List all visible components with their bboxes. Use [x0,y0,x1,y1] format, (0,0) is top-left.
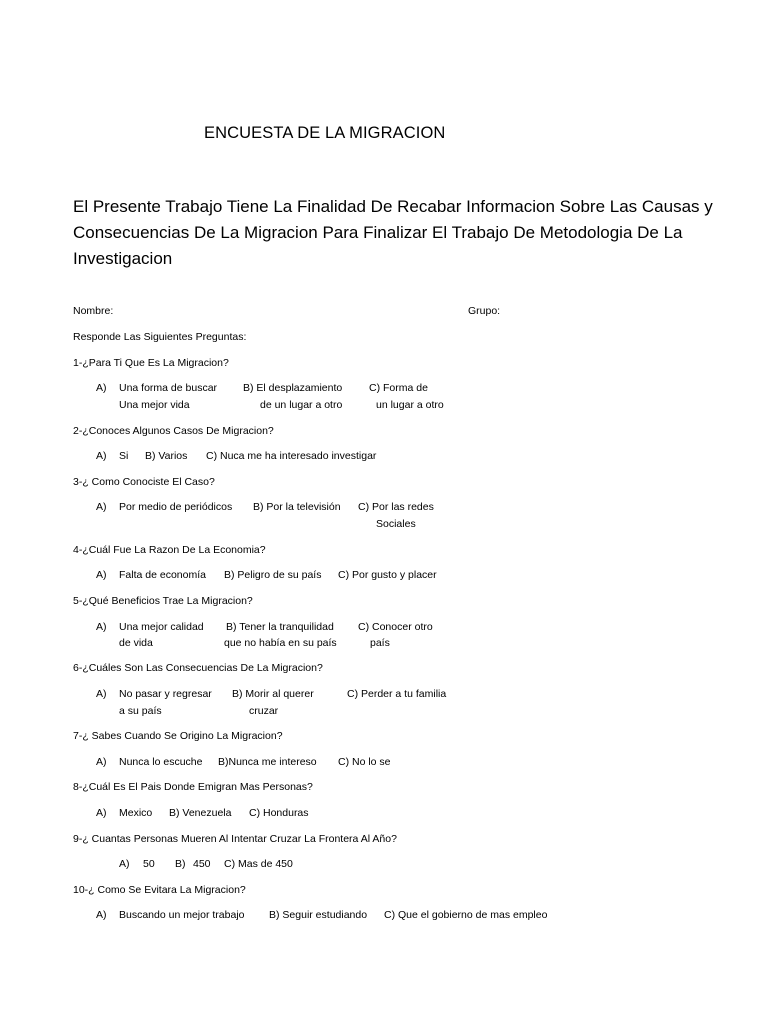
option-a-text: Mexico [119,807,153,819]
option-c-text: C) Por las redes [358,501,434,513]
option-a-text: Falta de economía [119,569,206,581]
option-b-text: B)Nunca me intereso [218,756,317,768]
question-8: 8-¿Cuál Es El Pais Donde Emigran Mas Personas? [73,781,313,793]
question-4: 4-¿Cuál Fue La Razon De La Economia? [73,544,266,556]
option-b-marker: B) [175,858,186,870]
option-b-text: B) Tener la tranquilidad [226,621,334,633]
question-6: 6-¿Cuáles Son Las Consecuencias De La Migracion? [73,662,323,674]
option-b-text: B) Seguir estudiando [269,909,368,921]
question-2: 2-¿Conoces Algunos Casos De Migracion? [73,425,274,437]
option-a-text-line2: Una mejor vida [119,399,190,411]
option-c-text: C) Por gusto y placer [338,569,437,581]
question-5: 5-¿Qué Beneficios Trae La Migracion? [73,595,253,607]
option-b-text: B) Venezuela [169,807,232,819]
option-marker: A) [96,382,107,394]
option-c-text: C) Mas de 450 [224,858,293,870]
option-c-text: C) Honduras [249,807,309,819]
option-b-text: B) Varios [145,450,188,462]
option-marker: A) [96,909,107,921]
option-c-text: C) Conocer otro [358,621,433,633]
option-a-text-line2: de vida [119,637,153,649]
option-b-text: B) Por la televisión [253,501,341,513]
option-b-text: 450 [193,858,211,870]
option-b-text: B) Peligro de su país [224,569,322,581]
instructions: Responde Las Siguientes Preguntas: [73,331,247,343]
option-marker: A) [96,807,107,819]
nombre-label: Nombre: [73,305,114,317]
option-c-text-line2: un lugar a otro [376,399,444,411]
option-marker: A) [96,688,107,700]
option-a-text: Una forma de buscar [119,382,218,394]
option-b-text: B) Morir al querer [232,688,314,700]
question-7: 7-¿ Sabes Cuando Se Origino La Migracion? [73,730,283,742]
option-marker: A) [96,621,107,633]
option-a-text: Una mejor calidad [119,621,204,633]
grupo-label: Grupo: [468,305,501,317]
option-c-text-line2: Sociales [376,518,416,530]
option-c-text: C) Nuca me ha interesado investigar [206,450,377,462]
option-marker: A) [96,501,107,513]
intro-paragraph: El Presente Trabajo Tiene La Finalidad De Recabar Informacion Sobre Las Causas y Consecuencias De La Migracion Para Finalizar El Trabajo De Metodologia De La Investigacion [73,197,713,268]
option-a-text: Nunca lo escuche [119,756,203,768]
option-c-text: C) Forma de [369,382,428,394]
option-c-text-line2: país [370,637,390,649]
option-b-text-line2: de un lugar a otro [260,399,343,411]
option-marker: A) [96,569,107,581]
option-b-text-line2: que no había en su país [224,637,337,649]
option-marker: A) [119,858,130,870]
option-c-text: C) Perder a tu familia [347,688,447,700]
question-1: 1-¿Para Ti Que Es La Migracion? [73,357,229,369]
option-a-text-line2: a su país [119,705,162,717]
document-title: ENCUESTA DE LA MIGRACION [204,124,446,142]
option-b-text-line2: cruzar [249,705,279,717]
option-a-text: Si [119,450,129,462]
option-marker: A) [96,450,107,462]
option-c-text: C) Que el gobierno de mas empleo [384,909,548,921]
option-a-text: No pasar y regresar [119,688,212,700]
option-b-text: B) El desplazamiento [243,382,343,394]
option-marker: A) [96,756,107,768]
question-10: 10-¿ Como Se Evitara La Migracion? [73,884,246,896]
question-3: 3-¿ Como Conociste El Caso? [73,476,215,488]
question-9: 9-¿ Cuantas Personas Mueren Al Intentar Cruzar La Frontera Al Año? [73,833,397,845]
option-a-text: 50 [143,858,155,870]
option-c-text: C) No lo se [338,756,391,768]
option-a-text: Por medio de periódicos [119,501,233,513]
option-a-text: Buscando un mejor trabajo [119,909,245,921]
